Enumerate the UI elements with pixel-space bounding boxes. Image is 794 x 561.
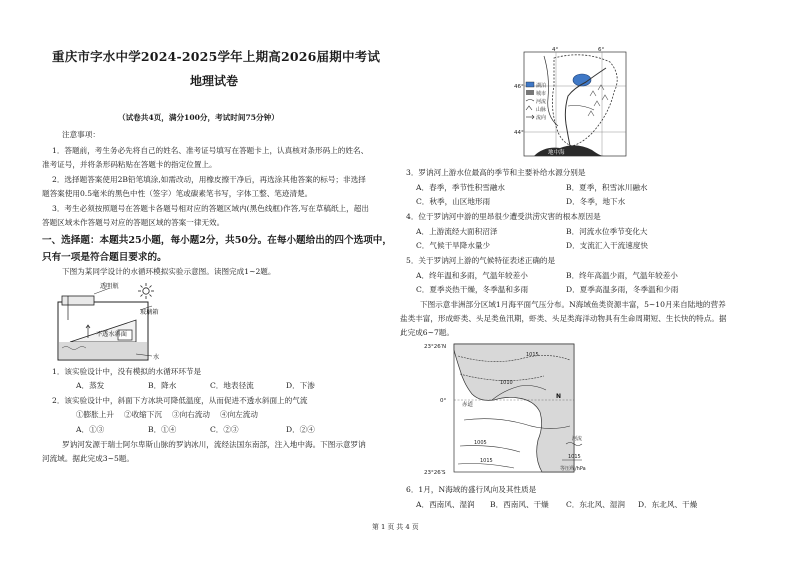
isobar-label: 1010 <box>500 380 513 386</box>
svg-text:河流: 河流 <box>572 436 583 442</box>
notice-line: 准考证号，并将条形码粘贴在答题卡的指定位置上。 <box>42 160 217 169</box>
exam-meta: （试卷共4页，满分100分，考试时间75分钟） <box>118 113 279 122</box>
q3-option-a[interactable]: A．春季，季节性积雪融水 <box>416 183 506 192</box>
label-glass-box: 玻璃箱 <box>140 309 159 316</box>
q4-option-c[interactable]: C．气候干旱降水量少 <box>416 241 491 250</box>
q3-option-b[interactable]: B．夏季，积雪冰川融水 <box>566 183 648 192</box>
region-n-label: N <box>556 393 562 400</box>
notice-line: 答题区域未作答题号对应的答题区域的答案一律无效。 <box>42 218 225 227</box>
isobar-label: 1015 <box>480 458 493 464</box>
svg-text:流向: 流向 <box>536 115 547 121</box>
q4-stem: 4．位于罗讷河中游的里昂很少遭受洪涝灾害的根本原因是 <box>406 212 601 221</box>
lat-label: 46° <box>514 84 524 90</box>
q1-option-a[interactable]: A．蒸发 <box>76 381 105 390</box>
q2-option-b[interactable]: B．①④ <box>148 425 177 434</box>
q6-stem: 6．1月，N海域的盛行风向及其性质是 <box>406 485 537 494</box>
intro-q1-2: 下图为某同学设计的水循环模拟实验示意图。读图完成1~2题。 <box>62 267 276 276</box>
isobar-label: 1015 <box>526 352 539 358</box>
isobar-label: 1005 <box>474 440 487 446</box>
lat-eq-label: 0° <box>440 398 447 404</box>
intro-q6-7-cont: 此完成6~7题。 <box>400 328 454 337</box>
lon-label: 6° <box>598 47 605 53</box>
svg-text:河流: 河流 <box>536 99 547 105</box>
q2-option-d[interactable]: D．②④ <box>286 425 315 434</box>
africa-pressure-map <box>424 340 600 478</box>
q5-option-a[interactable]: A．终年温和多雨，气温年较差小 <box>416 271 528 280</box>
q2-choice-1: ①膨胀上升 <box>76 410 114 419</box>
q4-option-d[interactable]: D．支流汇入干流速度快 <box>566 241 649 250</box>
q1-option-c[interactable]: C．地表径流 <box>210 381 254 390</box>
q2-option-a[interactable]: A．①③ <box>76 425 105 434</box>
svg-text:城市: 城市 <box>536 91 547 97</box>
lon-label: 4° <box>552 47 559 53</box>
q5-stem: 5．关于罗讷河上游的气候特征表述正确的是 <box>406 256 556 265</box>
q3-option-d[interactable]: D．冬季，地下水 <box>566 197 626 206</box>
q2-choice-3: ③向右流动 <box>172 410 210 419</box>
notice-line: 3．考生必须按照题号在答题卡各题号相对应的答题区域内(黑色线框)作答,写在草稿纸上，超出 <box>52 204 369 213</box>
exam-subject: 地理试卷 <box>190 74 239 88</box>
equator-label: 赤道 <box>462 402 474 408</box>
notice-line: 1．答题前，考生务必先将自己的姓名、准考证号填写在答题卡上，认真核对条形码上的姓名、 <box>52 146 369 155</box>
intro-q6-7-cont: 盐类丰富，形成虾类、头足类鱼汛期，虾类、头足类海洋动物具有生命周期短、生长快的特点。据 <box>400 314 727 323</box>
q3-stem: 3．罗讷河上游水位最高的季节和主要补给水源分别是 <box>406 168 586 177</box>
notice-line: 2．选择题答案使用2B铅笔填涂,如需改动，用橡皮擦干净后，再选涂其他答案的标号；非选择 <box>52 175 366 184</box>
q1-option-d[interactable]: D．下渗 <box>286 381 315 390</box>
sea-label: 地中海 <box>548 150 565 156</box>
q5-option-b[interactable]: B．终年高温少雨，气温年较差小 <box>566 271 678 280</box>
lat-top-label: 23°26′N <box>424 344 447 350</box>
section-heading-cont: 只有一项是符合题目要求的。 <box>42 252 167 263</box>
q4-option-b[interactable]: B．河流水位季节变化大 <box>566 227 648 236</box>
label-slope: 不透水斜面 <box>96 331 127 338</box>
q6-option-c[interactable]: C．东北风、湿润 <box>566 500 625 509</box>
svg-text:山脉: 山脉 <box>536 107 547 113</box>
transparent-bottle <box>62 296 94 305</box>
page-footer: 第 1 页 共 4 页 <box>372 523 419 531</box>
q2-option-c[interactable]: C．②③ <box>210 425 239 434</box>
q5-option-d[interactable]: D．夏季高温多雨，冬季温和少雨 <box>566 285 679 294</box>
intro-q6-7: 下图示意非洲部分区域1月海平面气压分布。N海域鱼类资源丰富，5~10月来自陆地的营养 <box>420 300 726 309</box>
sun-icon <box>138 283 154 299</box>
q6-option-b[interactable]: B．西南风、干燥 <box>490 500 549 509</box>
notice-line: 题答案使用0.5毫米的黑色中性（签字）笔或碳素笔书写，字体工整、笔迹清楚。 <box>42 189 313 198</box>
label-bottle: 透明瓶 <box>100 283 119 290</box>
lat-label: 44° <box>514 130 524 136</box>
section-heading: 一、选择题：本题共25小题，每小题2分，共50分。在每小题给出的四个选项中， <box>42 235 392 246</box>
q3-option-c[interactable]: C．秋季，山区地形雨 <box>416 197 491 206</box>
q4-option-a[interactable]: A．上游流经大面积沼泽 <box>416 227 498 236</box>
q1-option-b[interactable]: B．降水 <box>148 381 177 390</box>
notice-heading: 注意事项： <box>62 130 100 139</box>
svg-text:等压线/hPa: 等压线/hPa <box>560 466 586 472</box>
intro-q3-5-cont: 河流域。据此完成3~5题。 <box>42 454 134 463</box>
label-water: 水 <box>153 354 160 361</box>
q1-stem: 1．该实验设计中，没有模拟的水循环环节是 <box>52 367 202 376</box>
water-cycle-figure <box>48 280 188 368</box>
exam-title: 重庆市字水中学2024-2025学年上期高2026届期中考试 <box>52 49 381 64</box>
q6-option-a[interactable]: A．西南风、湿润 <box>416 500 475 509</box>
svg-text:1015: 1015 <box>568 454 581 460</box>
svg-text:湖泊: 湖泊 <box>536 83 547 89</box>
intro-q3-5: 罗讷河发源于瑞士阿尔卑斯山脉的罗讷冰川，流经法国东南部，注入地中海。下图示意罗讷 <box>62 440 366 449</box>
q2-choice-4: ④向左流动 <box>220 410 258 419</box>
q2-stem: 2．该实验设计中，斜面下方冰块可降低温度，从而促进不透水斜面上的气流 <box>52 396 308 405</box>
water-area <box>59 342 147 359</box>
rhone-basin-map <box>514 46 630 160</box>
q6-option-d[interactable]: D．东北风、干燥 <box>638 500 698 509</box>
lat-bottom-label: 23°26′S <box>424 470 446 476</box>
q5-option-c[interactable]: C．夏季炎热干燥，冬季温和多雨 <box>416 285 529 294</box>
q2-choice-2: ②收缩下沉 <box>124 410 162 419</box>
